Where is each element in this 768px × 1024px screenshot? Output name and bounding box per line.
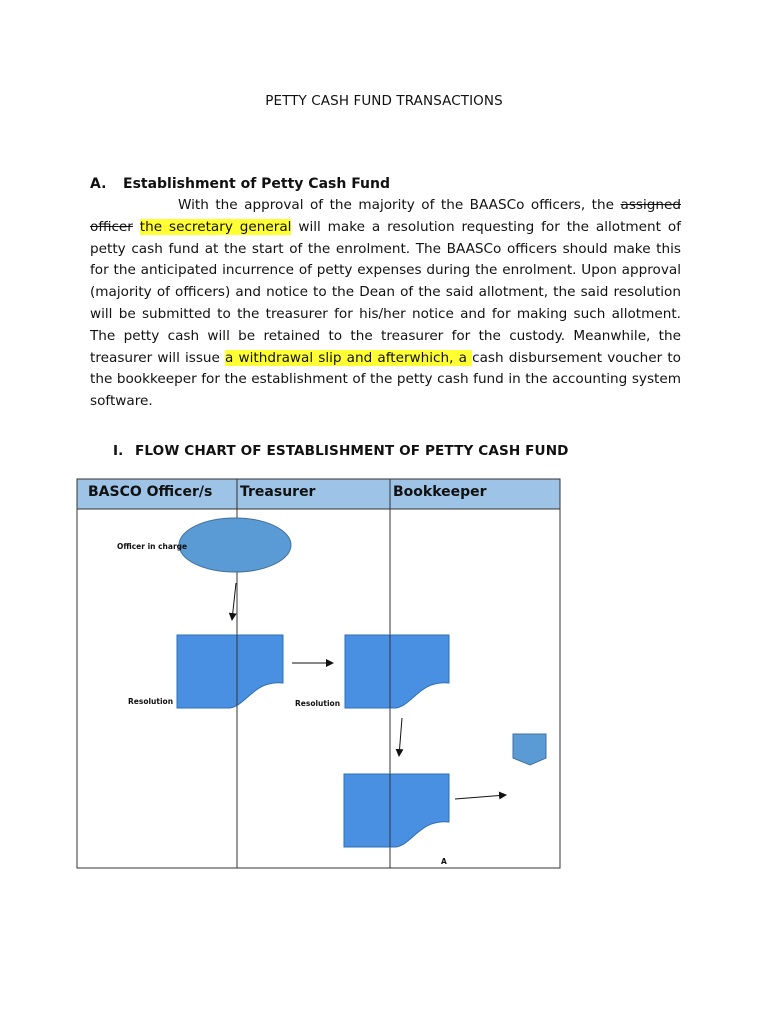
struck-text: assigned officer <box>90 197 681 235</box>
highlight-withdrawal-slip: a withdrawal slip and afterwhich, a <box>225 349 473 366</box>
flowchart-heading-text: FLOW CHART OF ESTABLISHMENT OF PETTY CASH FUND <box>135 443 569 459</box>
off-page-connector <box>513 734 546 765</box>
paragraph-text-1: With the approval of the majority of the BAASCo officers, the <box>178 197 621 213</box>
section-heading-text: Establishment of Petty Cash Fund <box>123 176 391 192</box>
connector-label-a: A <box>441 857 447 866</box>
paragraph-text-4: cash disbursement voucher to the bookkeeper for the establishment of the petty cash fund in the accounting system software. <box>90 349 681 410</box>
lane-body <box>77 509 560 868</box>
section-letter: A. <box>90 176 107 192</box>
officer-in-charge-label: Officer in charge <box>117 542 188 551</box>
document-title: PETTY CASH FUND TRANSACTIONS <box>265 93 503 109</box>
lane-label-bookkeeper: Bookkeeper <box>393 484 487 500</box>
lane-label-basco: BASCO Officer/s <box>88 484 213 500</box>
flowchart-number: I. <box>113 443 124 459</box>
resolution-label-2: Resolution <box>295 699 341 708</box>
resolution-label-1: Resolution <box>128 697 174 706</box>
paragraph-text-3: will make a resolution requesting for the allotment of petty cash fund at the start of the enrolment. The BAASCo officers should make this for the anticipated incurrence of petty expenses during the enrolment. Upon approval (majority of officers) and notice to the Dean of the said allotment, the said resolution will be submitted to the treasurer for his/her notice and for making such allotment. The petty cash will be retained to the treasurer for the custody. Meanwhile, the treasurer will issue <box>90 218 681 366</box>
officer-ellipse <box>179 518 291 572</box>
lane-label-treasurer: Treasurer <box>240 484 316 500</box>
highlight-secretary-general: the secretary general <box>139 218 292 235</box>
